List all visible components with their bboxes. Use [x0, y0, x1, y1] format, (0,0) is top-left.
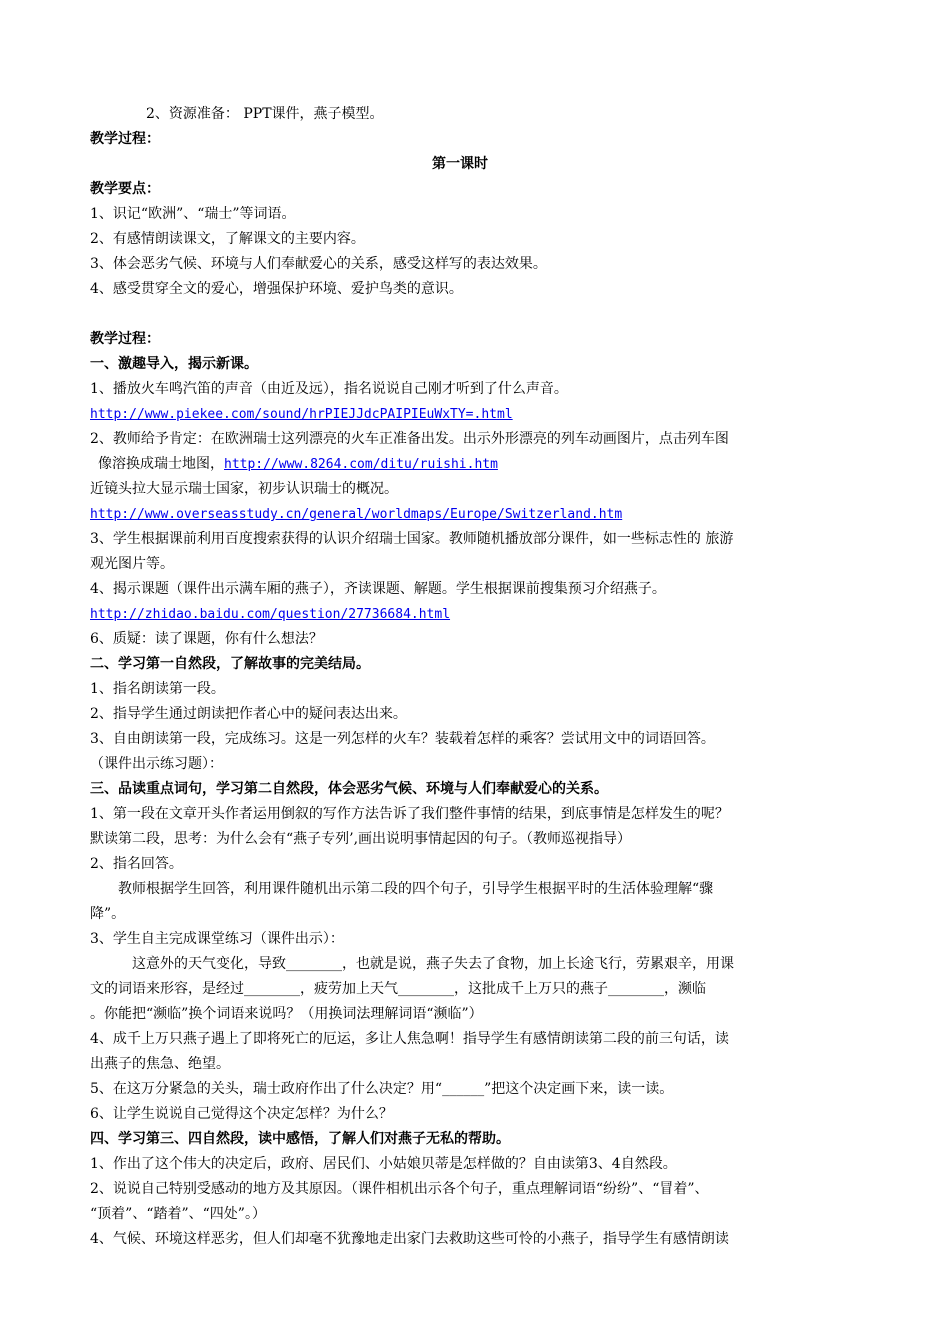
paragraph: 3、学生根据课前利用百度搜索获得的认识介绍瑞士国家。教师随机播放部分课件，如一些标志性的 旅游 [90, 531, 734, 547]
key-point: 2、有感情朗读课文，了解课文的主要内容。 [90, 231, 365, 247]
paragraph: 4、气候、环境这样恶劣，但人们却毫不犹豫地走出家门去救助这些可怜的小燕子，指导学生有感情朗读 [90, 1231, 729, 1247]
exercise-text: 文的词语来形容，是经过________，疲劳加上天气________，这批成千上万只的燕子________，濒临 [90, 981, 706, 997]
key-points-heading: 教学要点： [90, 181, 160, 197]
document-page [90, 102, 870, 1252]
paragraph: 2、教师给予肯定：在欧洲瑞士这列漂亮的火车正准备出发。出示外形漂亮的列车动画图片，点击列车图 [90, 431, 729, 447]
paragraph: 教师根据学生回答，利用课件随机出示第二段的四个句子，引导学生根据平时的生活体验理解“骤 [118, 881, 714, 897]
paragraph: 1、指名朗读第一段。 [90, 681, 225, 697]
paragraph: 6、让学生说说自己觉得这个决定怎样？为什么？ [90, 1106, 393, 1122]
resource-prep: 2、资源准备： PPT课件，燕子模型。 [146, 106, 384, 122]
paragraph: 4、揭示课题（课件出示满车厢的燕子），齐读课题、解题。学生根据课前搜集预习介绍燕子。 [90, 581, 666, 597]
section-heading: 二、学习第一自然段，了解故事的完美结局。 [90, 656, 370, 672]
key-point: 1、识记“欧洲”、“瑞士”等词语。 [90, 206, 296, 222]
spacer [90, 302, 870, 327]
paragraph: 2、指导学生通过朗读把作者心中的疑问表达出来。 [90, 706, 407, 722]
paragraph: 像溶换成瑞士地图， [98, 456, 224, 472]
paragraph: 出燕子的焦急、绝望。 [90, 1056, 230, 1072]
paragraph: 2、说说自己特别受感动的地方及其原因。（课件相机出示各个句子，重点理解词语“纷纷”、“冒着”、 [90, 1181, 709, 1197]
switzerland-link[interactable]: http://www.overseasstudy.cn/general/worldmaps/Europe/Switzerland.htm [90, 507, 623, 522]
paragraph: 观光图片等。 [90, 556, 174, 572]
paragraph: 1、作出了这个伟大的决定后，政府、居民们、小姑娘贝蒂是怎样做的？自由读第3、4自然段。 [90, 1156, 677, 1172]
sound-link[interactable]: http://www.piekee.com/sound/hrPIEJJdcPAIPIEuWxTY=.html [90, 407, 513, 422]
paragraph: （课件出示练习题）： [90, 756, 223, 772]
section-heading: 一、激趣导入，揭示新课。 [90, 356, 258, 372]
exercise-text: 这意外的天气变化，导致________，也就是说，燕子失去了食物，加上长途飞行，劳累艰辛，用课 [132, 956, 734, 972]
paragraph: 3、学生自主完成课堂练习（课件出示）： [90, 931, 344, 947]
paragraph: 近镜头拉大显示瑞士国家，初步认识瑞士的概况。 [90, 481, 398, 497]
paragraph: 1、第一段在文章开头作者运用倒叙的写作方法告诉了我们整件事情的结果，到底事情是怎样发生的呢？ [90, 806, 729, 822]
key-point: 4、感受贯穿全文的爱心，增强保护环境、爱护鸟类的意识。 [90, 281, 463, 297]
paragraph: 5、在这万分紧急的关头，瑞士政府作出了什么决定？用“______”把这个决定画下来，读一读。 [90, 1081, 674, 1097]
baidu-link[interactable]: http://zhidao.baidu.com/question/27736684.html [90, 607, 451, 622]
paragraph: 2、指名回答。 [90, 856, 183, 872]
paragraph: “顶着”、“踏着”、“四处”。） [90, 1206, 266, 1222]
section-heading: 四、学习第三、四自然段，读中感悟，了解人们对燕子无私的帮助。 [90, 1131, 510, 1147]
lesson-title: 第一课时 [432, 156, 488, 172]
key-point: 3、体会恶劣气候、环境与人们奉献爱心的关系，感受这样写的表达效果。 [90, 256, 547, 272]
process-heading: 教学过程： [90, 331, 160, 347]
section-heading: 三、品读重点词句，学习第二自然段，体会恶劣气候、环境与人们奉献爱心的关系。 [90, 781, 608, 797]
map-link[interactable]: http://www.8264.com/ditu/ruishi.htm [224, 457, 498, 472]
paragraph: 3、自由朗读第一段，完成练习。这是一列怎样的火车？装载着怎样的乘客？尝试用文中的词语回答。 [90, 731, 715, 747]
paragraph: 默读第二段，思考：为什么会有“燕子专列’,画出说明事情起因的句子。（教师巡视指导） [90, 831, 632, 847]
process-heading: 教学过程： [90, 131, 160, 147]
exercise-text: 。你能把“濒临”换个词语来说吗？（用换词法理解词语“濒临”） [90, 1006, 483, 1022]
paragraph: 1、播放火车鸣汽笛的声音（由近及远），指名说说自己刚才听到了什么声音。 [90, 381, 568, 397]
paragraph: 降”。 [90, 906, 126, 922]
paragraph: 4、成千上万只燕子遇上了即将死亡的厄运，多让人焦急啊！指导学生有感情朗读第二段的前三句话，读 [90, 1031, 729, 1047]
paragraph: 6、质疑：读了课题，你有什么想法？ [90, 631, 323, 647]
